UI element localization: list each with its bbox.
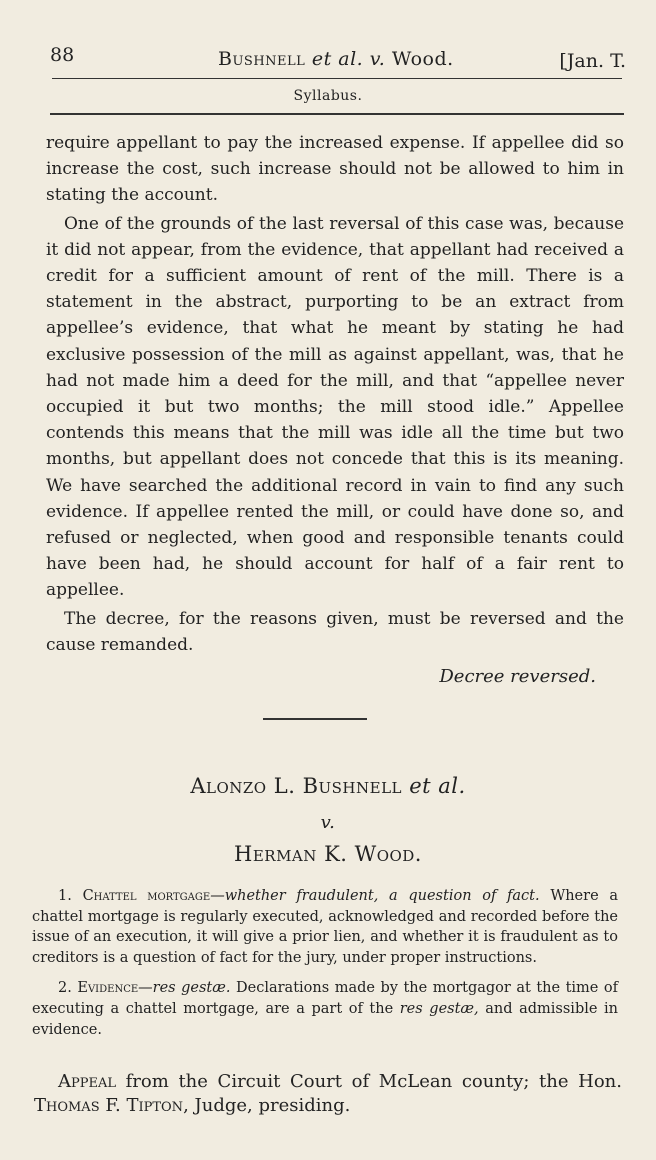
headnote-text: and admissible in evidence. — [32, 1000, 619, 1038]
opinion-paragraph: One of the grounds of the last reversal of this case was, because it did not appear, from the evidence, that appellant had received a credit for a sufficient amount of rent of the mill. There is a statement in the abstract, purporting to be an extract from appellee’s evidence, that what he meant by stating he had exclusive possession of the mill as against appellant, was, that he had not made him a deed for the mill, and that “appellee never occupied it but two months; the mill stood idle.” Appellee contends this means that the mill was idle all the time but two months, but appellant does not concede that this is its meaning. We have searched the additional record in vain to find any such evidence. If appellee rented the mill, or could have done so, and refused or neglected, when good and responsible tenants could have been had, he should account for half of a fair rent to appellee. — [46, 213, 624, 601]
party1-suffix: et al. — [409, 774, 466, 798]
headnote-text: Declarations made by the mortgagor at the time of executing a chattel mortgage, are a part of the — [32, 980, 619, 1017]
disposition: Decree reversed. — [439, 666, 596, 687]
term-label: [Jan. T. — [559, 50, 626, 72]
headnotes — [32, 886, 618, 1050]
opinion-paragraph: require appellant to pay the increased expense. If appellee did so increase the cost, such increase should not be allowed to him in stating the account. — [46, 133, 624, 206]
running-title-versus: v. — [369, 48, 386, 70]
headnote-italic-term: res gestæ, — [399, 1000, 479, 1017]
headnote-subtopic: —res gestæ. — [138, 980, 231, 997]
running-title-party2: Wood. — [391, 48, 454, 70]
case-versus: v. — [320, 812, 336, 833]
headnote-topic: Evidence — [77, 980, 139, 997]
page-number: 88 — [50, 44, 75, 66]
opinion-text — [46, 130, 624, 658]
running-title-party1: Bushnell — [218, 48, 306, 70]
section-label: Syllabus. — [293, 88, 363, 104]
appeal-text: from the Circuit Court of McLean county; the Hon. — [116, 1071, 622, 1092]
case-divider — [263, 718, 367, 720]
case-party-2: Herman K. Wood. — [234, 842, 422, 866]
headnote-subtopic: —whether fraudulent, a question of fact. — [210, 888, 540, 904]
opinion-paragraph: The decree, for the reasons given, must be reversed and the cause remanded. — [46, 608, 624, 655]
appeal-statement — [34, 1070, 622, 1118]
case-party-1 — [0, 774, 656, 798]
headnote-number: 2. — [58, 980, 72, 997]
running-title — [218, 48, 454, 70]
appeal-text: , Judge, presiding. — [183, 1095, 351, 1116]
judge-name: Thomas F. Tipton — [34, 1095, 184, 1116]
header-rule — [52, 78, 622, 79]
appeal-lead: Appeal — [58, 1071, 117, 1092]
appeal-paragraph — [34, 1070, 622, 1118]
headnote-topic: Chattel mortgage — [82, 888, 211, 904]
party1-name: Alonzo L. Bushnell — [190, 774, 402, 798]
running-header — [50, 44, 626, 78]
headnote-text: Where a chattel mortgage is regularly executed, acknowledged and recorded before the issue of an execution, it will give a prior lien, and whether it is fraudulent as to creditors is a question of fact for the jury, under proper instructions. — [32, 888, 619, 966]
headnote — [32, 978, 618, 1040]
headnote-number: 1. — [58, 888, 72, 904]
running-title-et-al: et al. — [311, 48, 364, 70]
headnote — [32, 886, 618, 968]
section-rule — [50, 113, 624, 115]
